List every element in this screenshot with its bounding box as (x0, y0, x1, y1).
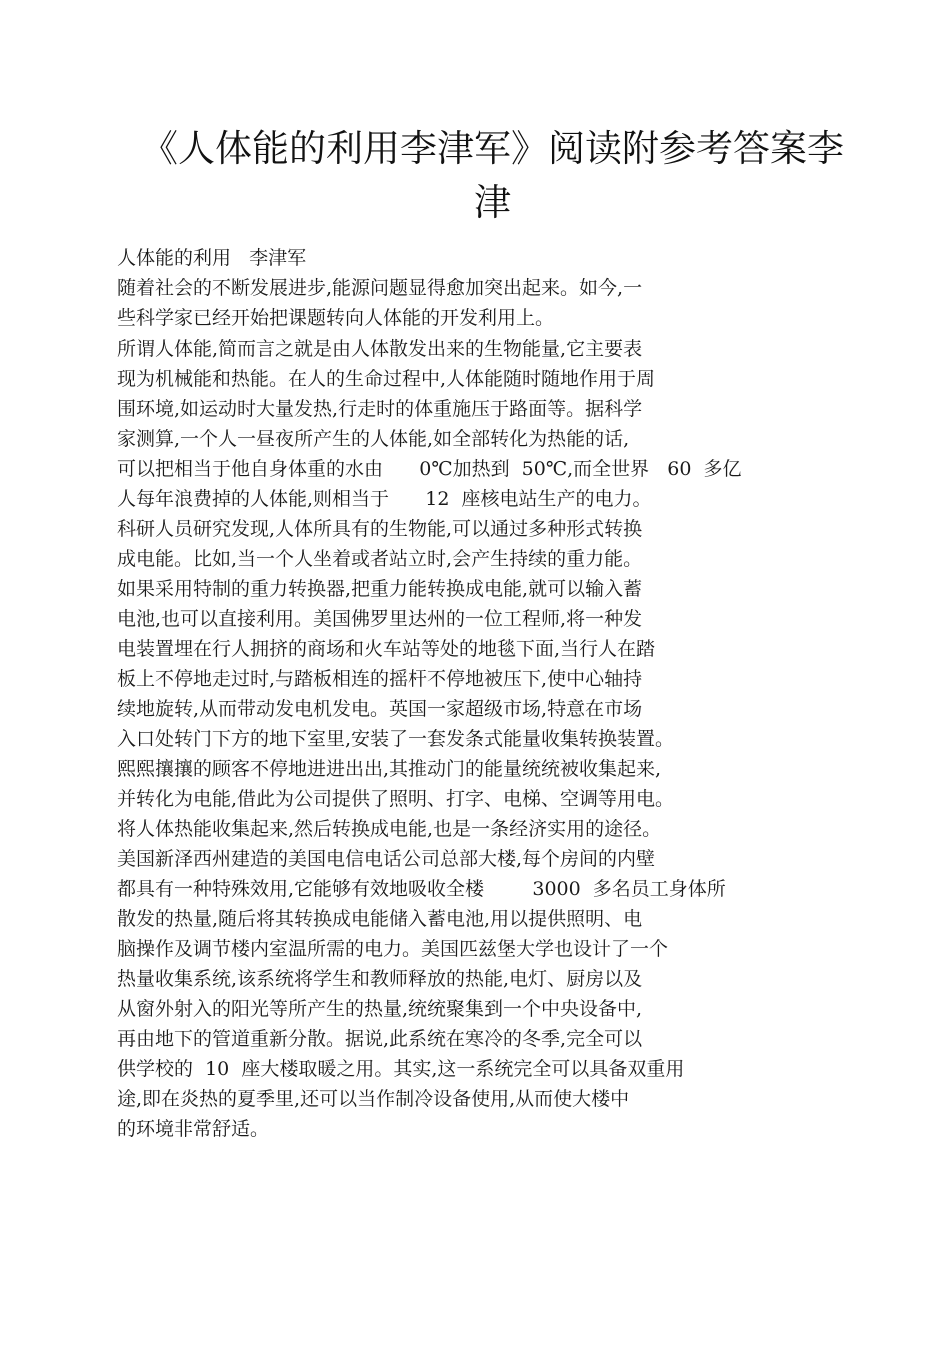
text-line: 如果采用特制的重力转换器,把重力能转换成电能,就可以输入蓄 (117, 578, 643, 600)
title-line-1: 《人体能的利用李津军》阅读附参考答案李 (141, 127, 844, 170)
text-line: 热量收集系统,该系统将学生和教师释放的热能,电灯、厨房以及 (117, 968, 643, 990)
text-line: 所谓人体能,简而言之就是由人体散发出来的生物能量,它主要表 (117, 338, 643, 360)
text-line: 家测算,一个人一昼夜所产生的人体能,如全部转化为热能的话, (117, 428, 630, 450)
text-line: 将人体热能收集起来,然后转换成电能,也是一条经济实用的途径。 (117, 818, 662, 840)
text-line: 都具有一种特殊效用,它能够有效地吸收全楼 3000 多名员工身体所 (117, 878, 726, 900)
text-line: 随着社会的不断发展进步,能源问题显得愈加突出起来。如今,一 (117, 277, 643, 299)
text-line: 电装置埋在行人拥挤的商场和火车站等处的地毯下面,当行人在踏 (117, 638, 656, 660)
text-line: 脑操作及调节楼内室温所需的电力。美国匹兹堡大学也设计了一个 (117, 938, 669, 960)
text-line: 并转化为电能,借此为公司提供了照明、打字、电梯、空调等用电。 (117, 788, 675, 810)
text-line: 途,即在炎热的夏季里,还可以当作制冷设备使用,从而使大楼中 (117, 1088, 630, 1110)
text-line: 入口处转门下方的地下室里,安装了一套发条式能量收集转换装置。 (117, 728, 675, 750)
text-line: 从窗外射入的阳光等所产生的热量,统统聚集到一个中央设备中, (117, 998, 643, 1020)
text-line: 人每年浪费掉的人体能,则相当于 12 座核电站生产的电力。 (117, 488, 652, 510)
text-line: 电池,也可以直接利用。美国佛罗里达州的一位工程师,将一种发 (117, 608, 643, 630)
text-line: 续地旋转,从而带动发电机发电。英国一家超级市场,特意在市场 (117, 698, 643, 720)
text-line: 可以把相当于他自身体重的水由 0℃加热到 50℃,而全世界 60 多亿 (117, 458, 742, 480)
text-line: 成电能。比如,当一个人坐着或者站立时,会产生持续的重力能。 (117, 548, 643, 570)
text-line: 熙熙攘攘的顾客不停地进进出出,其推动门的能量统统被收集起来, (117, 758, 662, 780)
text-line: 再由地下的管道重新分散。据说,此系统在寒冷的冬季,完全可以 (117, 1028, 643, 1050)
text-line: 散发的热量,随后将其转换成电能储入蓄电池,用以提供照明、电 (117, 908, 643, 930)
text-line: 板上不停地走过时,与踏板相连的摇杆不停地被压下,使中心轴持 (117, 668, 643, 690)
text-line: 供学校的 10 座大楼取暖之用。其实,这一系统完全可以具备双重用 (117, 1058, 685, 1080)
article-heading: 人体能的利用 李津军 (117, 247, 307, 269)
text-line: 现为机械能和热能。在人的生命过程中,人体能随时随地作用于周 (117, 368, 656, 390)
text-line: 些科学家已经开始把课题转向人体能的开发利用上。 (117, 307, 555, 329)
article-body (117, 243, 837, 1144)
text-line: 科研人员研究发现,人体所具有的生物能,可以通过多种形式转换 (117, 518, 643, 540)
document-title (120, 122, 865, 230)
text-line: 美国新泽西州建造的美国电信电话公司总部大楼,每个房间的内壁 (117, 848, 656, 870)
text-line: 围环境,如运动时大量发热,行走时的体重施压于路面等。据科学 (117, 398, 643, 420)
title-line-2: 津 (474, 181, 511, 224)
text-line: 的环境非常舒适。 (117, 1118, 270, 1140)
